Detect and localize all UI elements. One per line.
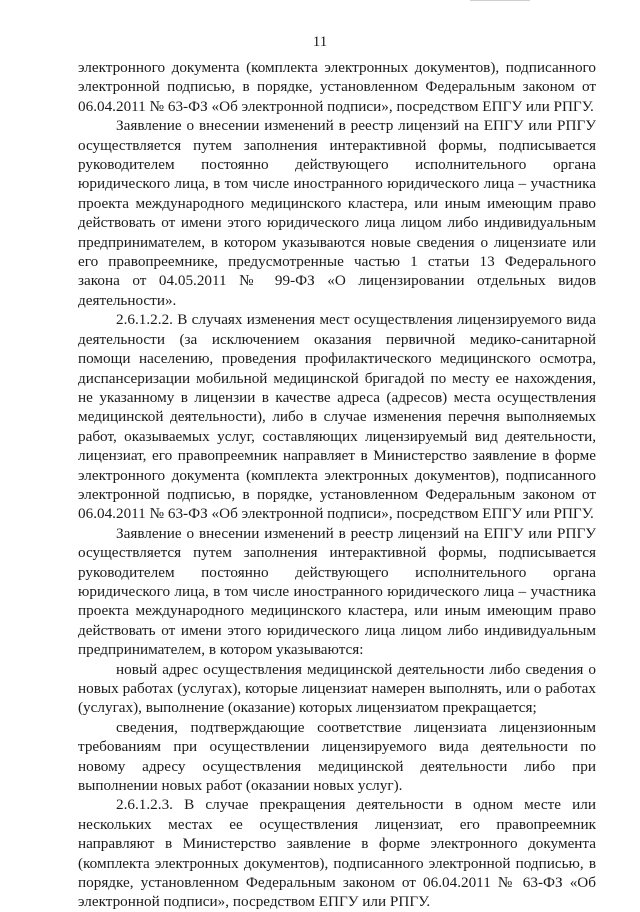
paragraph-compliance-item: сведения, подтверждающие соответствие лицензиата лицензионным требованиям при осуществлении лицензируемого вида деятельности по новому адресу осуществления медицинской деятельности либо при выполнении новых работ (оказании новых услуг). xyxy=(78,718,596,795)
paragraph-application-form-1: Заявление о внесении изменений в реестр лицензий на ЕПГУ или РПГУ осуществляется путем заполнения интерактивной формы, подписывается руководителем постоянно действующего исполнительного органа юридического лица, в том числе иностранного юридического лица – участника проекта международного медицинского кластера, или иным имеющим право действовать от имени этого юридического лица лицом либо индивидуальным предпринимателем, в котором указываются новые сведения о лицензиате или его правопреемнике, предусмотренные частью 1 статьи 13 Федерального закона от 04.05.2011 № 99-ФЗ «О лицензировании отдельных видов деятельности». xyxy=(78,117,596,309)
scan-edge-mark xyxy=(470,0,530,1)
page-number: 11 xyxy=(312,34,328,50)
paragraph-continuation: электронного документа (комплекта электронных документов), подписанного электронной подписью, в порядке, установленном Федеральным законом от 06.04.2011 № 63-ФЗ «Об электронной подписи», посредством ЕПГУ или РПГУ. xyxy=(78,59,596,115)
paragraph-section-2-6-1-2-3: 2.6.1.2.3. В случае прекращения деятельности в одном месте или нескольких местах ее осуществления лицензиат, его правопреемник направляют в Министерство заявление в форме электронного документа (комплекта электронных документов), подписанного электронной подписью, в порядке, установленном Федеральным законом от 06.04.2011 № 63-ФЗ «Об электронной подписи», посредством ЕПГУ или РПГУ. xyxy=(78,796,596,911)
paragraph-new-address-item: новый адрес осуществления медицинской деятельности либо сведения о новых работах (услугах), которые лицензиат намерен выполнять, или о работах (услугах), выполнение (оказание) которых лицензиатом прекращается; xyxy=(78,660,596,717)
paragraph-application-form-2: Заявление о внесении изменений в реестр лицензий на ЕПГУ или РПГУ осуществляется путем заполнения интерактивной формы, подписывается руководителем постоянно действующего исполнительного органа юридического лица, в том числе иностранного юридического лица – участника проекта международного медицинского кластера, или иным имеющим право действовать от имени этого юридического лица лицом либо индивидуальным предпринимателем, в котором указываются: xyxy=(78,524,596,659)
paragraph-section-2-6-1-2-2: 2.6.1.2.2. В случаях изменения мест осуществления лицензируемого вида деятельности (за исключением оказания первичной медико-санитарной помощи населению, проведения профилактического медицинского осмотра, диспансеризации мобильной медицинской бригадой по месту ее нахождения, не указанному в лицензии в качестве адреса (адресов) места осуществления медицинской деятельности), либо в случае изменения перечня выполняемых работ, оказываемых услуг, составляющих лицензируемый вид деятельности, лицензиат, его правопреемник направляет в Министерство заявление в форме электронного документа (комплекта электронных документов), подписанного электронной подписью, в порядке, установленном Федеральным законом от 06.04.2011 № 63-ФЗ «Об электронной подписи», посредством ЕПГУ или РПГУ. xyxy=(78,311,596,523)
document-body xyxy=(78,58,596,912)
